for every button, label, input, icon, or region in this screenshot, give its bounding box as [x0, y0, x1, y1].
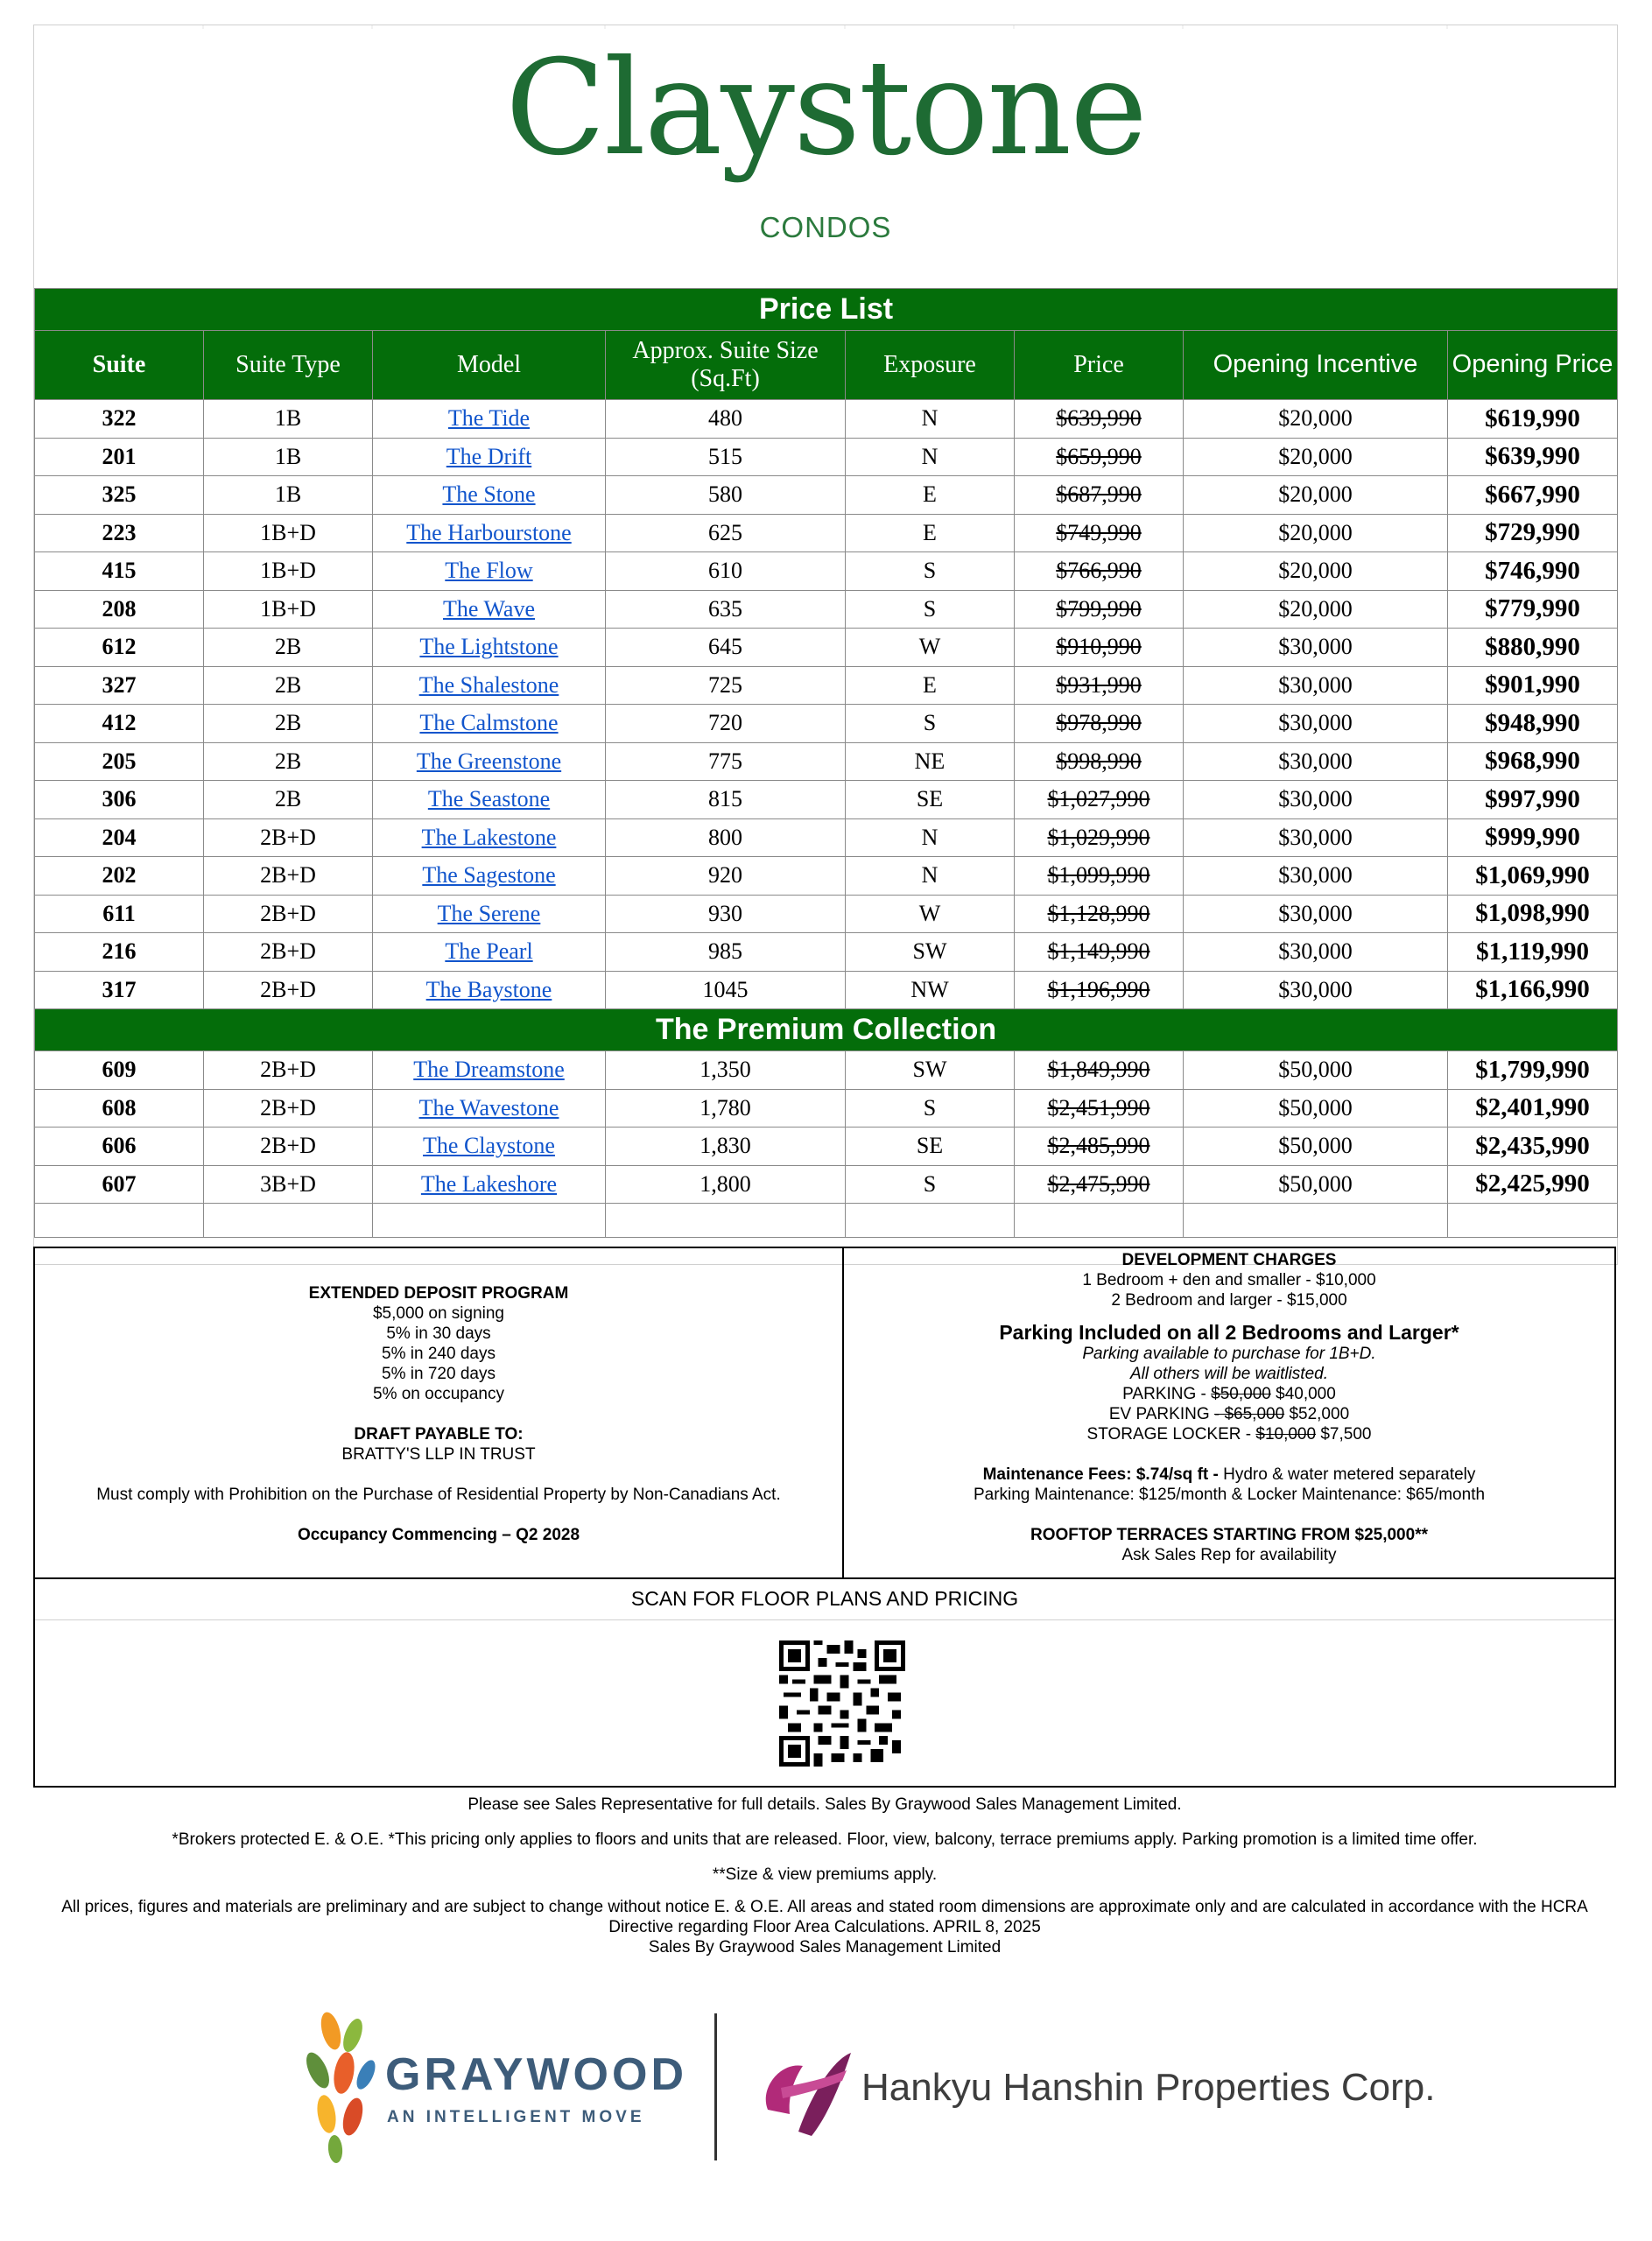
suite-cell: 609	[35, 1051, 204, 1090]
hankyu-mark-icon	[755, 2027, 860, 2149]
size-cell: 635	[606, 590, 846, 629]
incentive-cell: $50,000	[1184, 1051, 1448, 1090]
model-cell	[373, 857, 606, 896]
table-row	[35, 1089, 1618, 1128]
price-cell: $799,990	[1015, 590, 1184, 629]
qr-code-icon[interactable]	[779, 1640, 905, 1767]
price-cell: $998,990	[1015, 742, 1184, 781]
model-cell	[373, 705, 606, 743]
incentive-cell: $30,000	[1184, 818, 1448, 857]
exposure-cell: S	[846, 705, 1015, 743]
opening-price-cell: $729,990	[1448, 514, 1618, 552]
size-cell: 610	[606, 552, 846, 591]
opening-price-cell: $639,990	[1448, 438, 1618, 476]
suite-type-cell: 2B	[204, 705, 373, 743]
scan-title: SCAN FOR FLOOR PLANS AND PRICING	[35, 1577, 1614, 1620]
suite-cell: 415	[35, 552, 204, 591]
col-suite-type: Suite Type	[204, 331, 373, 400]
suite-type-cell: 2B+D	[204, 1051, 373, 1090]
model-cell	[373, 742, 606, 781]
suite-cell: 201	[35, 438, 204, 476]
opening-price-cell: $1,098,990	[1448, 895, 1618, 933]
col-exposure: Exposure	[846, 331, 1015, 400]
price-cell: $1,099,990	[1015, 857, 1184, 896]
suite-cell: 306	[35, 781, 204, 819]
opening-price-cell: $880,990	[1448, 629, 1618, 667]
price-cell: $2,451,990	[1015, 1089, 1184, 1128]
incentive-cell: $50,000	[1184, 1165, 1448, 1204]
suite-type-cell: 2B+D	[204, 895, 373, 933]
suite-type-cell: 2B	[204, 629, 373, 667]
occupancy-date: Occupancy Commencing – Q2 2028	[297, 1526, 580, 1544]
opening-price-cell: $619,990	[1448, 400, 1618, 439]
table-row	[35, 1165, 1618, 1204]
size-cell: 920	[606, 857, 846, 896]
table-row	[35, 1128, 1618, 1166]
suite-cell: 606	[35, 1128, 204, 1166]
table-row	[35, 705, 1618, 743]
model-cell	[373, 514, 606, 552]
model-link[interactable]: The Pearl	[445, 938, 533, 965]
incentive-cell: $30,000	[1184, 933, 1448, 972]
table-row	[35, 971, 1618, 1009]
payable-to: BRATTY'S LLP IN TRUST	[341, 1445, 536, 1464]
dev-charges-title: DEVELOPMENT CHARGES	[1121, 1251, 1337, 1269]
table-row	[35, 1051, 1618, 1090]
info-panel	[33, 1247, 1616, 1579]
graywood-wordmark: GRAYWOOD	[385, 2049, 687, 2100]
opening-price-cell: $667,990	[1448, 476, 1618, 515]
suite-cell: 611	[35, 895, 204, 933]
model-link[interactable]: The Wavestone	[418, 1094, 559, 1120]
table-row	[35, 933, 1618, 972]
scan-section	[33, 1577, 1616, 1788]
opening-price-cell: $1,119,990	[1448, 933, 1618, 972]
empty-row	[35, 1204, 1618, 1238]
footer-disclaimer: All prices, figures and materials are preliminary and are subject to change without notice E. & O.E. All areas and stated room dimensions are approximate only and are calculated in accordance with the HCRA Directive regarding Floor Area Calculations. APRIL 8, 2025	[61, 1898, 1588, 1936]
incentive-cell: $20,000	[1184, 476, 1448, 515]
suite-type-cell: 1B+D	[204, 514, 373, 552]
size-cell: 725	[606, 666, 846, 705]
price-cell: $2,485,990	[1015, 1128, 1184, 1166]
graywood-logo	[296, 2005, 690, 2171]
model-cell	[373, 818, 606, 857]
exposure-cell: S	[846, 1165, 1015, 1204]
price-cell: $1,196,990	[1015, 971, 1184, 1009]
premium-collection-title: The Premium Collection	[35, 1009, 1618, 1051]
logo-divider	[714, 2013, 717, 2160]
table-row	[35, 857, 1618, 896]
suite-cell: 317	[35, 971, 204, 1009]
model-cell	[373, 476, 606, 515]
suite-cell: 223	[35, 514, 204, 552]
opening-price-cell: $779,990	[1448, 590, 1618, 629]
model-cell	[373, 781, 606, 819]
deposit-line: 5% in 240 days	[382, 1345, 496, 1363]
model-link[interactable]: The Greenstone	[416, 748, 562, 774]
hankyu-logo	[755, 2005, 1438, 2171]
deposit-section	[35, 1248, 844, 1577]
exposure-cell: SE	[846, 781, 1015, 819]
suite-cell: 208	[35, 590, 204, 629]
exposure-cell: SE	[846, 1128, 1015, 1166]
incentive-cell: $30,000	[1184, 895, 1448, 933]
opening-price-cell: $2,401,990	[1448, 1089, 1618, 1128]
suite-type-cell: 2B+D	[204, 1089, 373, 1128]
maintenance-fees: Maintenance Fees: $.74/sq ft - Hydro & water metered separately	[982, 1465, 1476, 1484]
model-link[interactable]: The Calmstone	[419, 710, 559, 736]
opening-price-cell: $2,435,990	[1448, 1128, 1618, 1166]
model-link[interactable]: The Drift	[446, 443, 532, 469]
incentive-cell: $20,000	[1184, 590, 1448, 629]
deposit-line: 5% on occupancy	[373, 1385, 504, 1403]
parking-note: Parking available to purchase for 1B+D.	[1082, 1345, 1376, 1363]
incentive-cell: $50,000	[1184, 1089, 1448, 1128]
suite-cell: 608	[35, 1089, 204, 1128]
suite-cell: 205	[35, 742, 204, 781]
price-cell: $687,990	[1015, 476, 1184, 515]
suite-cell: 612	[35, 629, 204, 667]
price-cell: $749,990	[1015, 514, 1184, 552]
deposit-line: 5% in 720 days	[382, 1365, 496, 1383]
opening-price-cell: $901,990	[1448, 666, 1618, 705]
suite-type-cell: 2B	[204, 781, 373, 819]
opening-price-cell: $948,990	[1448, 705, 1618, 743]
locker-price: STORAGE LOCKER - $10,000 $7,500	[1086, 1425, 1372, 1444]
graywood-leaf-icon	[296, 2005, 392, 2171]
deposit-line: 5% in 30 days	[386, 1324, 491, 1343]
size-cell: 625	[606, 514, 846, 552]
model-cell	[373, 1165, 606, 1204]
suite-cell: 322	[35, 400, 204, 439]
size-cell: 580	[606, 476, 846, 515]
price-cell: $2,475,990	[1015, 1165, 1184, 1204]
price-cell: $910,990	[1015, 629, 1184, 667]
incentive-cell: $30,000	[1184, 857, 1448, 896]
parking-title: Parking Included on all 2 Bedrooms and Larger*	[999, 1321, 1459, 1344]
opening-price-cell: $997,990	[1448, 781, 1618, 819]
deposit-title: EXTENDED DEPOSIT PROGRAM	[308, 1284, 569, 1303]
opening-price-cell: $1,069,990	[1448, 857, 1618, 896]
size-cell: 815	[606, 781, 846, 819]
col-size: Approx. Suite Size (Sq.Ft)	[606, 331, 846, 400]
model-link[interactable]: The Tide	[447, 405, 531, 432]
exposure-cell: E	[846, 476, 1015, 515]
price-cell: $978,990	[1015, 705, 1184, 743]
model-link[interactable]: The Seastone	[427, 786, 551, 812]
suite-type-cell: 2B	[204, 742, 373, 781]
opening-price-cell: $999,990	[1448, 818, 1618, 857]
price-cell: $1,149,990	[1015, 933, 1184, 972]
col-incentive: Opening Incentive	[1184, 331, 1448, 400]
model-link[interactable]: The Flow	[445, 558, 533, 584]
model-link[interactable]: The Lakestone	[421, 824, 557, 850]
exposure-cell: SW	[846, 933, 1015, 972]
table-row	[35, 629, 1618, 667]
model-cell	[373, 629, 606, 667]
model-link[interactable]: The Dreamstone	[413, 1057, 565, 1083]
col-suite: Suite	[35, 331, 204, 400]
claystone-logo: Claystone	[505, 32, 1146, 185]
exposure-cell: SW	[846, 1051, 1015, 1090]
suite-type-cell: 1B	[204, 476, 373, 515]
table-row	[35, 781, 1618, 819]
model-cell	[373, 933, 606, 972]
footer-sales-by: Sales By Graywood Sales Management Limited	[648, 1938, 1002, 1956]
col-price: Price	[1015, 331, 1184, 400]
size-cell: 1,800	[606, 1165, 846, 1204]
suite-cell: 412	[35, 705, 204, 743]
table-row	[35, 590, 1618, 629]
hankyu-wordmark: Hankyu Hanshin Properties Corp.	[861, 2066, 1436, 2109]
footer-brokers-note: *Brokers protected E. & O.E. *This pricing only applies to floors and units that are released. Floor, view, balcony, terrace premiums apply. Parking promotion is a limited time offer.	[172, 1830, 1478, 1849]
incentive-cell: $20,000	[1184, 552, 1448, 591]
price-list-title: Price List	[35, 289, 1618, 331]
table-row	[35, 438, 1618, 476]
model-cell	[373, 552, 606, 591]
size-cell: 800	[606, 818, 846, 857]
opening-price-cell: $1,799,990	[1448, 1051, 1618, 1090]
incentive-cell: $20,000	[1184, 438, 1448, 476]
payable-title: DRAFT PAYABLE TO:	[354, 1425, 524, 1444]
ev-parking-price: EV PARKING - $65,000 $52,000	[1108, 1405, 1350, 1423]
incentive-cell: $30,000	[1184, 781, 1448, 819]
charges-section	[844, 1248, 1614, 1579]
size-cell: 1045	[606, 971, 846, 1009]
exposure-cell: N	[846, 400, 1015, 439]
graywood-tagline: AN INTELLIGENT MOVE	[387, 2108, 645, 2126]
model-cell	[373, 971, 606, 1009]
compliance-note: Must comply with Prohibition on the Purchase of Residential Property by Non-Canadians Act.	[96, 1486, 781, 1504]
suite-type-cell: 1B+D	[204, 552, 373, 591]
model-link[interactable]: The Sagestone	[422, 862, 556, 889]
model-link[interactable]: The Baystone	[425, 976, 552, 1002]
exposure-cell: W	[846, 629, 1015, 667]
suite-type-cell: 1B	[204, 400, 373, 439]
maintenance-extra: Parking Maintenance: $125/month & Locker Maintenance: $65/month	[973, 1486, 1486, 1504]
dev-charge-2: 2 Bedroom and larger - $15,000	[1111, 1291, 1347, 1310]
exposure-cell: S	[846, 552, 1015, 591]
incentive-cell: $30,000	[1184, 971, 1448, 1009]
incentive-cell: $30,000	[1184, 742, 1448, 781]
table-row	[35, 400, 1618, 439]
suite-type-cell: 1B	[204, 438, 373, 476]
dev-charge-1: 1 Bedroom + den and smaller - $10,000	[1082, 1271, 1376, 1289]
model-link[interactable]: The Stone	[442, 481, 536, 508]
col-model: Model	[373, 331, 606, 400]
table-row	[35, 666, 1618, 705]
suite-type-cell: 2B	[204, 666, 373, 705]
table-row	[35, 514, 1618, 552]
price-cell: $639,990	[1015, 400, 1184, 439]
model-link[interactable]: The Lightstone	[419, 634, 559, 660]
footer-sales-note: Please see Sales Representative for full details. Sales By Graywood Sales Management Limited.	[467, 1795, 1182, 1814]
incentive-cell: $30,000	[1184, 629, 1448, 667]
price-cell: $1,128,990	[1015, 895, 1184, 933]
suite-cell: 216	[35, 933, 204, 972]
exposure-cell: N	[846, 818, 1015, 857]
model-cell	[373, 1089, 606, 1128]
suite-cell: 325	[35, 476, 204, 515]
model-cell	[373, 666, 606, 705]
exposure-cell: N	[846, 438, 1015, 476]
suite-type-cell: 2B+D	[204, 818, 373, 857]
col-opening-price: Opening Price	[1448, 331, 1618, 400]
size-cell: 515	[606, 438, 846, 476]
rooftop-note: Ask Sales Rep for availability	[1121, 1546, 1337, 1564]
price-sheet	[33, 25, 1618, 1265]
size-cell: 1,350	[606, 1051, 846, 1090]
suite-cell: 202	[35, 857, 204, 896]
model-link[interactable]: The Harbourstone	[406, 519, 572, 545]
table-row	[35, 895, 1618, 933]
table-row	[35, 476, 1618, 515]
price-cell: $1,029,990	[1015, 818, 1184, 857]
suite-cell: 204	[35, 818, 204, 857]
price-rows	[35, 400, 1618, 1009]
suite-type-cell: 2B+D	[204, 971, 373, 1009]
model-cell	[373, 1128, 606, 1166]
exposure-cell: NW	[846, 971, 1015, 1009]
parking-price: PARKING - $50,000 $40,000	[1122, 1385, 1336, 1403]
price-cell: $1,849,990	[1015, 1051, 1184, 1090]
incentive-cell: $20,000	[1184, 514, 1448, 552]
model-link[interactable]: The Wave	[443, 595, 535, 622]
size-cell: 775	[606, 742, 846, 781]
model-link[interactable]: The Serene	[437, 900, 541, 926]
opening-price-cell: $2,425,990	[1448, 1165, 1618, 1204]
suite-type-cell: 3B+D	[204, 1165, 373, 1204]
price-cell: $766,990	[1015, 552, 1184, 591]
size-cell: 645	[606, 629, 846, 667]
suite-type-cell: 2B+D	[204, 857, 373, 896]
model-link[interactable]: The Lakeshore	[420, 1170, 558, 1197]
model-cell	[373, 895, 606, 933]
opening-price-cell: $968,990	[1448, 742, 1618, 781]
size-cell: 985	[606, 933, 846, 972]
model-cell	[373, 438, 606, 476]
suite-type-cell: 2B+D	[204, 933, 373, 972]
size-cell: 1,780	[606, 1089, 846, 1128]
incentive-cell: $30,000	[1184, 666, 1448, 705]
model-link[interactable]: The Claystone	[423, 1133, 555, 1159]
footer-premiums-note: **Size & view premiums apply.	[712, 1865, 938, 1884]
incentive-cell: $50,000	[1184, 1128, 1448, 1166]
parking-waitlist-note: All others will be waitlisted.	[1130, 1365, 1328, 1383]
premium-rows	[35, 1051, 1618, 1204]
model-link[interactable]: The Shalestone	[418, 671, 559, 698]
suite-cell: 607	[35, 1165, 204, 1204]
size-cell: 720	[606, 705, 846, 743]
exposure-cell: S	[846, 1089, 1015, 1128]
deposit-line: $5,000 on signing	[372, 1304, 504, 1323]
table-row	[35, 552, 1618, 591]
exposure-cell: E	[846, 666, 1015, 705]
price-cell: $931,990	[1015, 666, 1184, 705]
exposure-cell: NE	[846, 742, 1015, 781]
price-table	[34, 288, 1618, 1238]
model-cell	[373, 1051, 606, 1090]
incentive-cell: $20,000	[1184, 400, 1448, 439]
table-row	[35, 818, 1618, 857]
suite-type-cell: 2B+D	[204, 1128, 373, 1166]
size-cell: 1,830	[606, 1128, 846, 1166]
exposure-cell: E	[846, 514, 1015, 552]
price-cell: $1,027,990	[1015, 781, 1184, 819]
table-row	[35, 742, 1618, 781]
opening-price-cell: $1,166,990	[1448, 971, 1618, 1009]
exposure-cell: N	[846, 857, 1015, 896]
rooftop-terraces: ROOFTOP TERRACES STARTING FROM $25,000**	[1030, 1526, 1428, 1544]
condos-subtitle: CONDOS	[759, 211, 892, 243]
exposure-cell: W	[846, 895, 1015, 933]
suite-type-cell: 1B+D	[204, 590, 373, 629]
opening-price-cell: $746,990	[1448, 552, 1618, 591]
incentive-cell: $30,000	[1184, 705, 1448, 743]
model-cell	[373, 590, 606, 629]
exposure-cell: S	[846, 590, 1015, 629]
size-cell: 930	[606, 895, 846, 933]
size-cell: 480	[606, 400, 846, 439]
suite-cell: 327	[35, 666, 204, 705]
model-cell	[373, 400, 606, 439]
price-cell: $659,990	[1015, 438, 1184, 476]
